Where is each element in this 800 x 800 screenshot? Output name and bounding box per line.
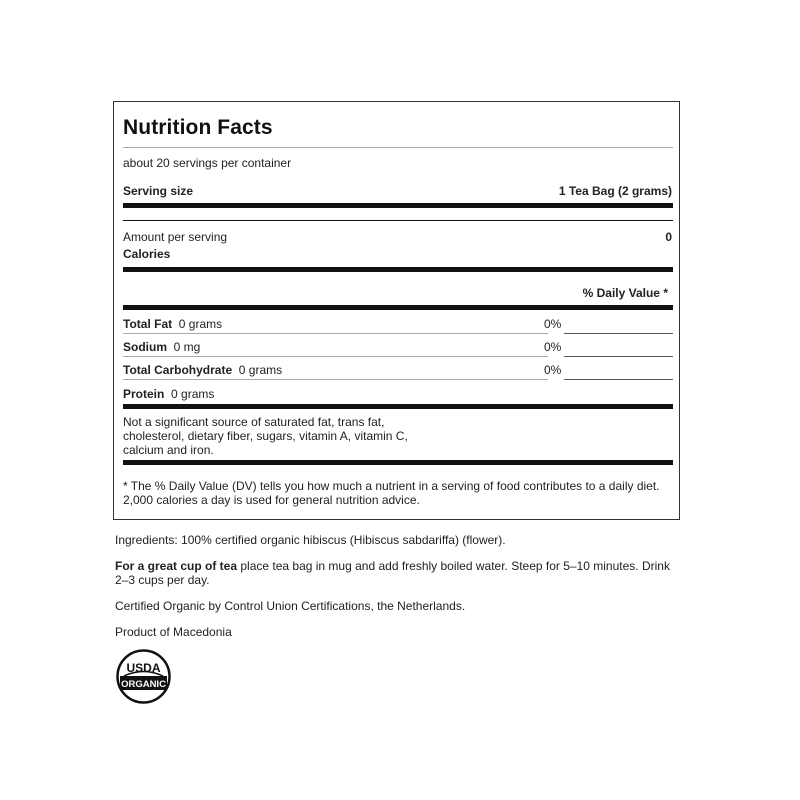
nutrient-dv: 0% bbox=[544, 317, 562, 331]
nutrient-amount: 0 grams bbox=[238, 363, 283, 377]
divider bbox=[123, 379, 548, 380]
thick-divider bbox=[123, 460, 673, 465]
nutrient-name: Protein bbox=[123, 387, 165, 401]
nutrient-row-total-carbohydrate bbox=[123, 363, 282, 377]
brewing-tip bbox=[115, 559, 680, 587]
nutrient-name: Total Fat bbox=[123, 317, 173, 331]
serving-size-label: Serving size bbox=[123, 184, 194, 198]
ingredients-text: Ingredients: 100% certified organic hibiscus (Hibiscus sabdariffa) (flower). bbox=[115, 533, 506, 547]
thick-divider bbox=[123, 203, 673, 208]
divider bbox=[123, 356, 548, 357]
divider bbox=[123, 220, 673, 221]
nutrient-amount: 0 grams bbox=[171, 387, 215, 401]
nutrient-row-protein bbox=[123, 387, 214, 401]
usda-seal-bottom-text: ORGANIC bbox=[121, 679, 166, 690]
divider bbox=[123, 147, 673, 148]
certification-text: Certified Organic by Control Union Certifications, the Netherlands. bbox=[115, 599, 466, 613]
servings-per-container: about 20 servings per container bbox=[123, 156, 292, 170]
thick-divider bbox=[123, 267, 673, 272]
daily-value-header: % Daily Value * bbox=[582, 286, 668, 300]
nutrient-dv: 0% bbox=[544, 363, 562, 377]
thick-divider bbox=[123, 305, 673, 310]
nutrient-row-sodium bbox=[123, 340, 200, 354]
nutrient-row-total-fat bbox=[123, 317, 222, 331]
dv-divider bbox=[564, 379, 673, 380]
nutrient-amount: 0 mg bbox=[173, 340, 201, 354]
nutrient-amount: 0 grams bbox=[178, 317, 223, 331]
brewing-tip-text: place tea bag in mug and add freshly boiled water. Steep for 5–10 minutes. Drink 2–3 cups per day. bbox=[115, 559, 670, 587]
dv-divider bbox=[564, 333, 673, 334]
nutrition-facts-title: Nutrition Facts bbox=[123, 116, 273, 139]
serving-size-value: 1 Tea Bag (2 grams) bbox=[558, 184, 672, 198]
daily-value-footnote: * The % Daily Value (DV) tells you how much a nutrient in a serving of food contributes to a daily diet. 2,000 calories a day is used for general nutrition advice. bbox=[123, 479, 660, 507]
nutrient-name: Total Carbohydrate bbox=[123, 363, 233, 377]
calories-label: Calories bbox=[123, 247, 171, 261]
product-origin: Product of Macedonia bbox=[115, 625, 232, 639]
nutrient-dv: 0% bbox=[544, 340, 562, 354]
nutrition-facts-panel bbox=[113, 101, 680, 520]
usda-seal-top-text: USDA bbox=[126, 661, 161, 675]
brewing-tip-bold: For a great cup of tea bbox=[115, 559, 238, 573]
not-significant-note: Not a significant source of saturated fat, trans fat, cholesterol, dietary fiber, sugars, vitamin A, vitamin C, calcium and iron. bbox=[123, 415, 408, 457]
nutrient-name: Sodium bbox=[123, 340, 167, 354]
dv-divider bbox=[564, 356, 673, 357]
calories-value: 0 bbox=[665, 230, 672, 244]
usda-organic-seal-icon bbox=[116, 649, 171, 704]
amount-per-serving: Amount per serving bbox=[123, 230, 228, 244]
thick-divider bbox=[123, 404, 673, 409]
divider bbox=[123, 333, 548, 334]
